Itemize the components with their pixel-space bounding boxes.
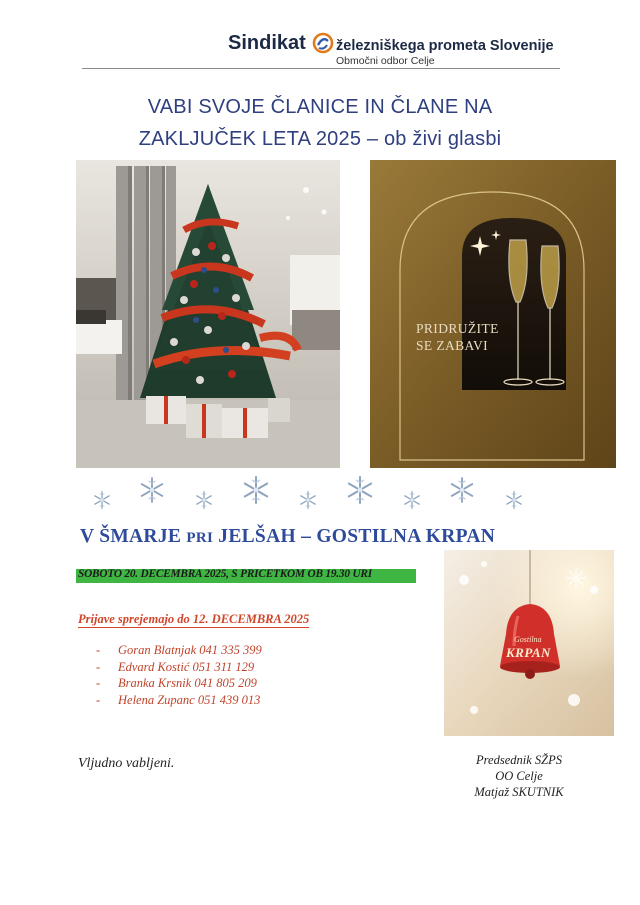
list-item bbox=[96, 675, 262, 692]
venue-part-2: PRI bbox=[186, 530, 214, 546]
snowflake-icon bbox=[300, 491, 315, 509]
snowflake-icon bbox=[506, 491, 521, 509]
restaurant-bell-photo bbox=[444, 550, 614, 736]
snowflake-divider bbox=[84, 472, 544, 512]
signature-unit: OO Celje bbox=[495, 769, 543, 783]
snowflake-icon bbox=[404, 491, 419, 509]
caption-line-1: PRIDRUŽITE bbox=[416, 321, 499, 336]
header-divider bbox=[82, 68, 560, 69]
bullet-dash: - bbox=[96, 643, 101, 657]
organization-subunit: Območni odbor Celje bbox=[336, 55, 435, 67]
contact-list bbox=[96, 642, 262, 708]
brand-name: Sindikat bbox=[228, 32, 306, 54]
closing-line: Vljudno vabljeni. bbox=[78, 756, 175, 771]
contact-entry: Edvard Kostić 051 311 129 bbox=[118, 659, 255, 674]
invitation-title-line-1: VABI SVOJE ČLANICE IN ČLANE NA bbox=[147, 96, 493, 118]
signature-title: Predsednik SŽPS bbox=[476, 753, 562, 767]
list-item bbox=[96, 692, 262, 709]
registration-deadline: Prijave sprejemajo do 12. DECEMBRA 2025 bbox=[78, 612, 310, 626]
snowflake-icon bbox=[348, 476, 372, 504]
event-date: SOBOTO 20. DECEMBRA 2025, S PRIČETKOM OB 19.30 URI bbox=[78, 569, 372, 580]
snowflake-icon bbox=[141, 477, 163, 502]
snowflake-icon bbox=[244, 476, 268, 504]
snowflake-icon bbox=[94, 491, 109, 509]
bell-label-big: KRPAN bbox=[506, 645, 551, 660]
champagne-caption bbox=[416, 320, 499, 354]
bell-label-small: Gostilna bbox=[514, 635, 542, 644]
organization-name: železniškega prometa Slovenije bbox=[336, 38, 554, 54]
bullet-dash: - bbox=[96, 659, 101, 674]
bullet-dash: - bbox=[96, 676, 101, 690]
list-item bbox=[96, 659, 262, 676]
bullet-dash: - bbox=[96, 692, 101, 707]
contact-entry: Branka Krsnik 041 805 209 bbox=[118, 676, 257, 690]
venue-part-3: JELŠAH – GOSTILNA KRPAN bbox=[213, 526, 496, 547]
list-item bbox=[96, 642, 262, 659]
snowflake-icon bbox=[451, 477, 473, 502]
event-date-highlight bbox=[76, 569, 416, 583]
venue-part-1: V ŠMARJE bbox=[80, 526, 187, 547]
signature-name: Matjaž SKUTNIK bbox=[474, 785, 564, 799]
invitation-title-line-2: ZAKLJUČEK LETA 2025 – ob živi glasbi bbox=[138, 128, 502, 150]
venue-heading bbox=[80, 526, 495, 548]
christmas-tree-photo bbox=[76, 160, 340, 468]
union-logo-icon bbox=[312, 32, 334, 54]
signature-block bbox=[454, 752, 584, 800]
contact-entry: Helena Zupanc 051 439 013 bbox=[118, 692, 261, 707]
contact-entry: Goran Blatnjak 041 335 399 bbox=[118, 643, 262, 657]
snowflake-icon bbox=[196, 491, 211, 509]
champagne-photo bbox=[370, 160, 616, 468]
caption-line-2: SE ZABAVI bbox=[416, 338, 488, 353]
